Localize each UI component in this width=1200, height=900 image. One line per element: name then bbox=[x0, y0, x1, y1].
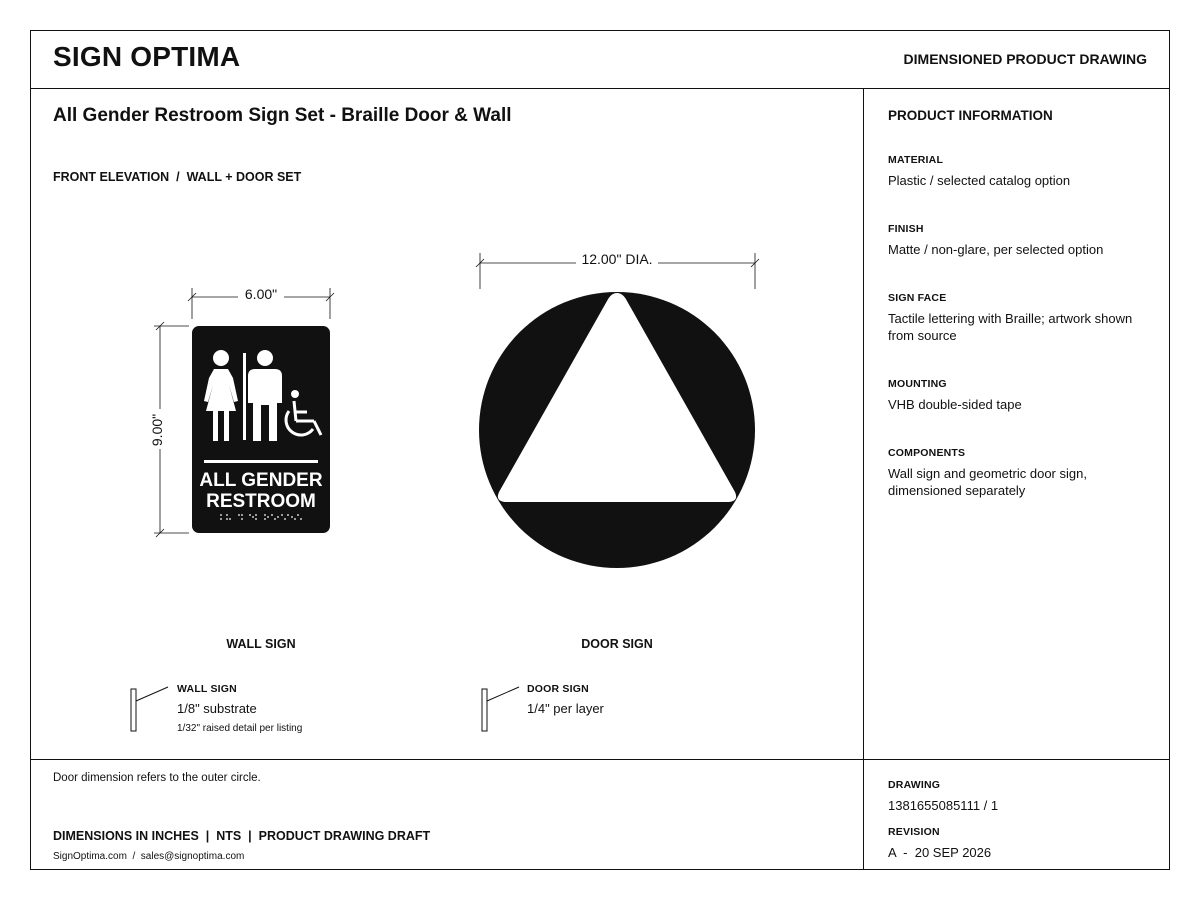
door-sign bbox=[479, 292, 755, 568]
door-sign-caption: DOOR SIGN bbox=[581, 637, 653, 651]
drawing-label: DRAWING bbox=[888, 779, 941, 791]
finish-label: FINISH bbox=[888, 223, 924, 235]
finish-value: Matte / non-glare, per selected option bbox=[888, 242, 1104, 257]
panel-divider bbox=[863, 88, 864, 870]
door-diameter-label: 12.00" DIA. bbox=[581, 251, 653, 267]
wall-thickness-value: 1/8" substrate bbox=[177, 701, 257, 716]
footer-contact: SignOptima.com / sales@signoptima.com bbox=[53, 851, 245, 862]
figure-divider bbox=[243, 353, 246, 440]
mounting-value: VHB double-sided tape bbox=[888, 397, 1022, 412]
door-thickness-symbol bbox=[482, 687, 519, 731]
product-title: All Gender Restroom Sign Set - Braille Door & Wall bbox=[53, 105, 512, 126]
document-type: DIMENSIONED PRODUCT DRAWING bbox=[903, 51, 1147, 67]
material-label: MATERIAL bbox=[888, 154, 944, 166]
revision-label: REVISION bbox=[888, 826, 940, 838]
door-thickness-value: 1/4" per layer bbox=[527, 701, 604, 716]
footer-note: Door dimension refers to the outer circle. bbox=[53, 772, 261, 784]
door-thickness-title: DOOR SIGN bbox=[527, 683, 589, 695]
components-label: COMPONENTS bbox=[888, 447, 966, 459]
sign-face-label: SIGN FACE bbox=[888, 292, 947, 304]
wall-thickness-symbol bbox=[131, 687, 168, 731]
elevation-drawing bbox=[31, 31, 863, 759]
wall-sign bbox=[192, 326, 330, 533]
footer-divider bbox=[31, 759, 1169, 760]
wall-sign-text-line2: RESTROOM bbox=[206, 491, 316, 512]
material-value: Plastic / selected catalog option bbox=[888, 173, 1071, 188]
wall-sign-caption: WALL SIGN bbox=[226, 637, 296, 651]
components-value: Wall sign and geometric door sign, dimensioned separately bbox=[888, 466, 1087, 498]
brand-title: SIGN OPTIMA bbox=[53, 41, 241, 72]
wall-height-label: 9.00" bbox=[149, 413, 165, 447]
drawing-sheet bbox=[30, 30, 1170, 870]
wall-thickness-note: 1/32" raised detail per listing bbox=[177, 723, 303, 734]
footer-spec: DIMENSIONS IN INCHES | NTS | PRODUCT DRAWING DRAFT bbox=[53, 829, 431, 843]
product-info-title: PRODUCT INFORMATION bbox=[888, 108, 1053, 123]
wall-width-label: 6.00" bbox=[244, 286, 278, 302]
mounting-label: MOUNTING bbox=[888, 378, 947, 390]
text-rule bbox=[204, 460, 318, 463]
revision-value: A - 20 SEP 2026 bbox=[888, 845, 992, 860]
drawing-number: 1381655085111 / 1 bbox=[888, 798, 999, 813]
wall-thickness-title: WALL SIGN bbox=[177, 683, 237, 695]
view-label: FRONT ELEVATION / WALL + DOOR SET bbox=[53, 170, 302, 184]
sign-face-value: Tactile lettering with Braille; artwork shown from source bbox=[888, 311, 1133, 343]
wall-sign-text-line1: ALL GENDER bbox=[199, 470, 323, 491]
